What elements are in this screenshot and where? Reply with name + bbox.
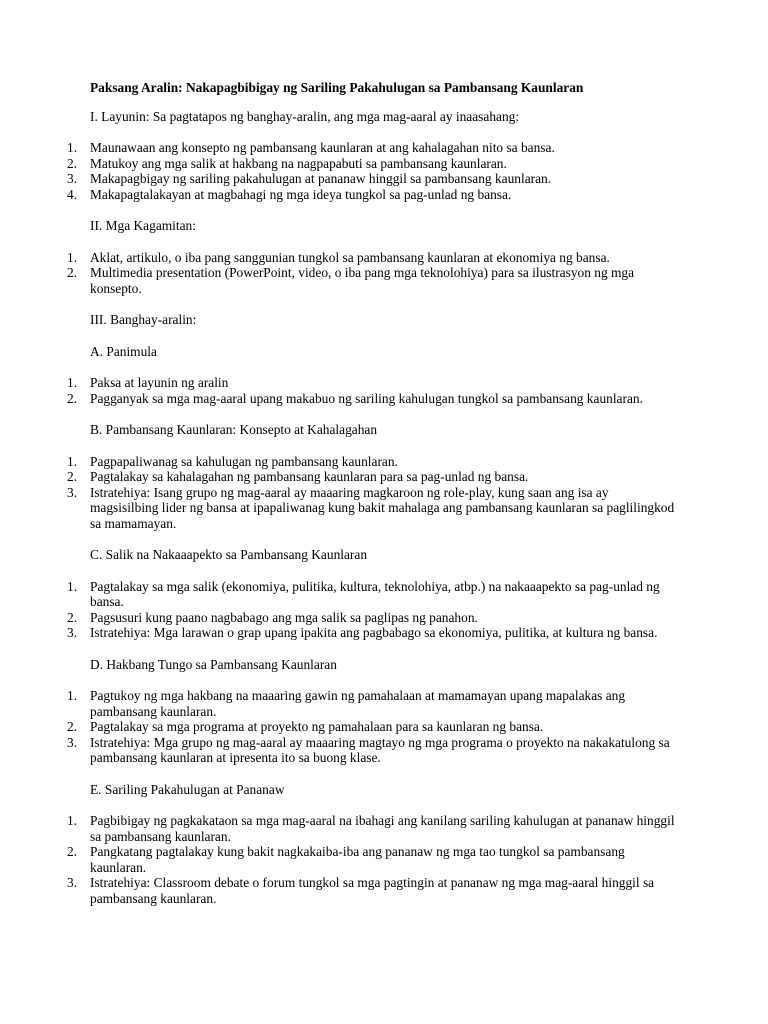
section-heading: D. Hakbang Tungo sa Pambansang Kaunlaran: [90, 656, 337, 672]
section-heading: II. Mga Kagamitan:: [90, 218, 196, 233]
list-item-text: Pagtalakay sa mga programa at proyekto ng pamahalaan para sa kaunlaran ng bansa.: [90, 719, 544, 734]
list-item-number: 2.: [67, 719, 78, 734]
list-item-number: 2.: [67, 844, 78, 859]
list-item-text: Maunawaan ang konsepto ng pambansang kaunlaran at ang kahalagahan nito sa bansa.: [90, 140, 555, 155]
list-item-text: Istratehiya: Mga larawan o grap upang ipakita ang pagbabago sa ekonomiya, pulitika, at kultura ng bansa.: [90, 625, 658, 640]
section-heading: E. Sariling Pakahulugan at Pananaw: [90, 781, 285, 797]
document-title: Paksang Aralin: Nakapagbibigay ng Sariling Pakahulugan sa Pambansang Kaunlaran: [90, 80, 584, 95]
list-item: [0, 375, 768, 391]
list-item-text: Pangkatang pagtalakay kung bakit nagkakaiba-iba ang pananaw ng mga tao tungkol sa pambansang kaunlaran.: [90, 844, 625, 875]
list-item-text: Matukoy ang mga salik at hakbang na nagpapabuti sa pambansang kaunlaran.: [90, 155, 507, 171]
list-item-number: 2.: [67, 609, 78, 625]
list-item-text: Istratehiya: Isang grupo ng mag-aaral ay maaaring magkaroon ng role-play, kung saan ang isa ay magsisilbing lider ng bansa at ipapaliwanag kung bakit mahalaga ang pambansang kaunlaran sa paglilingkod sa mamamayan.: [90, 484, 675, 531]
list-item-text: Makapagtalakayan at magbahagi ng mga ideya tungkol sa pag-unlad ng bansa.: [90, 186, 512, 202]
list-item: [0, 813, 768, 844]
list-item: [0, 735, 768, 766]
list-item: [0, 688, 768, 719]
numbered-list: [0, 813, 768, 906]
list-item-text: Pagtukoy ng mga hakbang na maaaring gawin ng pamahalaan at mamamayan upang mapalakas ang pambansang kaunlaran.: [90, 688, 626, 719]
numbered-list: [0, 375, 768, 406]
list-item-text: Makapagbigay ng sariling pakahulugan at pananaw hinggil sa pambansang kaunlaran.: [90, 171, 552, 186]
list-item-number: 2.: [67, 265, 78, 280]
list-item-text: Pagsusuri kung paano nagbabago ang mga salik sa paglipas ng panahon.: [90, 609, 478, 625]
list-item: [0, 469, 768, 485]
list-item-number: 1.: [67, 813, 78, 828]
list-item-number: 2.: [67, 469, 78, 484]
list-item: [0, 391, 768, 407]
list-item: [0, 454, 768, 470]
list-item: [0, 156, 768, 172]
list-item: [0, 579, 768, 610]
list-item-number: 1.: [67, 453, 78, 469]
section-heading: III. Banghay-aralin:: [90, 312, 197, 327]
list-item: [0, 610, 768, 626]
list-item-text: Multimedia presentation (PowerPoint, video, o iba pang mga teknolohiya) para sa ilustrasyon ng mga konsepto.: [90, 265, 635, 296]
list-item: [0, 171, 768, 187]
document-body: [0, 109, 768, 907]
list-item: [0, 485, 768, 532]
list-item-number: 3.: [67, 625, 78, 640]
section-heading: C. Salik na Nakaaapekto sa Pambansang Kaunlaran: [90, 547, 368, 562]
list-item: [0, 719, 768, 735]
section-heading: I. Layunin: Sa pagtatapos ng banghay-aralin, ang mga mag-aaral ay inaasahang:: [90, 108, 520, 124]
numbered-list: [0, 250, 768, 297]
list-item: [0, 250, 768, 266]
numbered-list: [0, 454, 768, 532]
list-item-number: 1.: [67, 140, 78, 155]
numbered-list: [0, 140, 768, 202]
list-item-text: Pagbibigay ng pagkakataon sa mga mag-aaral na ibahagi ang kanilang sariling kahulugan at pananaw hinggil sa pambansang kaunlaran.: [90, 813, 675, 844]
list-item: [0, 140, 768, 156]
section-heading: B. Pambansang Kaunlaran: Konsepto at Kahalagahan: [90, 422, 378, 437]
list-item-number: 3.: [67, 875, 78, 890]
list-item-number: 3.: [67, 734, 78, 750]
numbered-list: [0, 579, 768, 641]
list-item-text: Paksa at layunin ng aralin: [90, 375, 229, 390]
list-item-text: Pagpapaliwanag sa kahulugan ng pambansang kaunlaran.: [90, 453, 398, 469]
list-item: [0, 844, 768, 875]
list-item: [0, 187, 768, 203]
list-item-number: 3.: [67, 171, 78, 186]
list-item-number: 3.: [67, 484, 78, 500]
list-item-text: Pagtalakay sa kahalagahan ng pambansang kaunlaran para sa pag-unlad ng bansa.: [90, 469, 529, 484]
list-item-number: 1.: [67, 375, 78, 390]
list-item-number: 1.: [67, 249, 78, 265]
list-item-text: Pagganyak sa mga mag-aaral upang makabuo ng sariling kahulugan tungkol sa pambansang kaunlaran.: [90, 390, 643, 406]
list-item-number: 2.: [67, 390, 78, 406]
list-item-number: 1.: [67, 578, 78, 594]
list-item-text: Istratehiya: Mga grupo ng mag-aaral ay maaaring magtayo ng mga programa o proyekto na nakakatulong sa pambansang kaunlaran at ipresenta ito sa buong klase.: [90, 734, 670, 765]
list-item-number: 4.: [67, 186, 78, 202]
numbered-list: [0, 688, 768, 766]
list-item-number: 1.: [67, 688, 78, 703]
list-item-text: Pagtalakay sa mga salik (ekonomiya, pulitika, kultura, teknolohiya, atbp.) na nakaaapekto sa pag-unlad ng bansa.: [90, 578, 660, 609]
list-item: [0, 265, 768, 296]
section-heading: A. Panimula: [90, 343, 157, 359]
list-item-text: Aklat, artikulo, o iba pang sanggunian tungkol sa pambansang kaunlaran at ekonomiya ng bansa.: [90, 249, 610, 265]
list-item: [0, 875, 768, 906]
list-item: [0, 625, 768, 641]
list-item-number: 2.: [67, 155, 78, 171]
list-item-text: Istratehiya: Classroom debate o forum tungkol sa mga pagtingin at pananaw ng mga mag-aaral hinggil sa pambansang kaunlaran.: [90, 875, 655, 906]
